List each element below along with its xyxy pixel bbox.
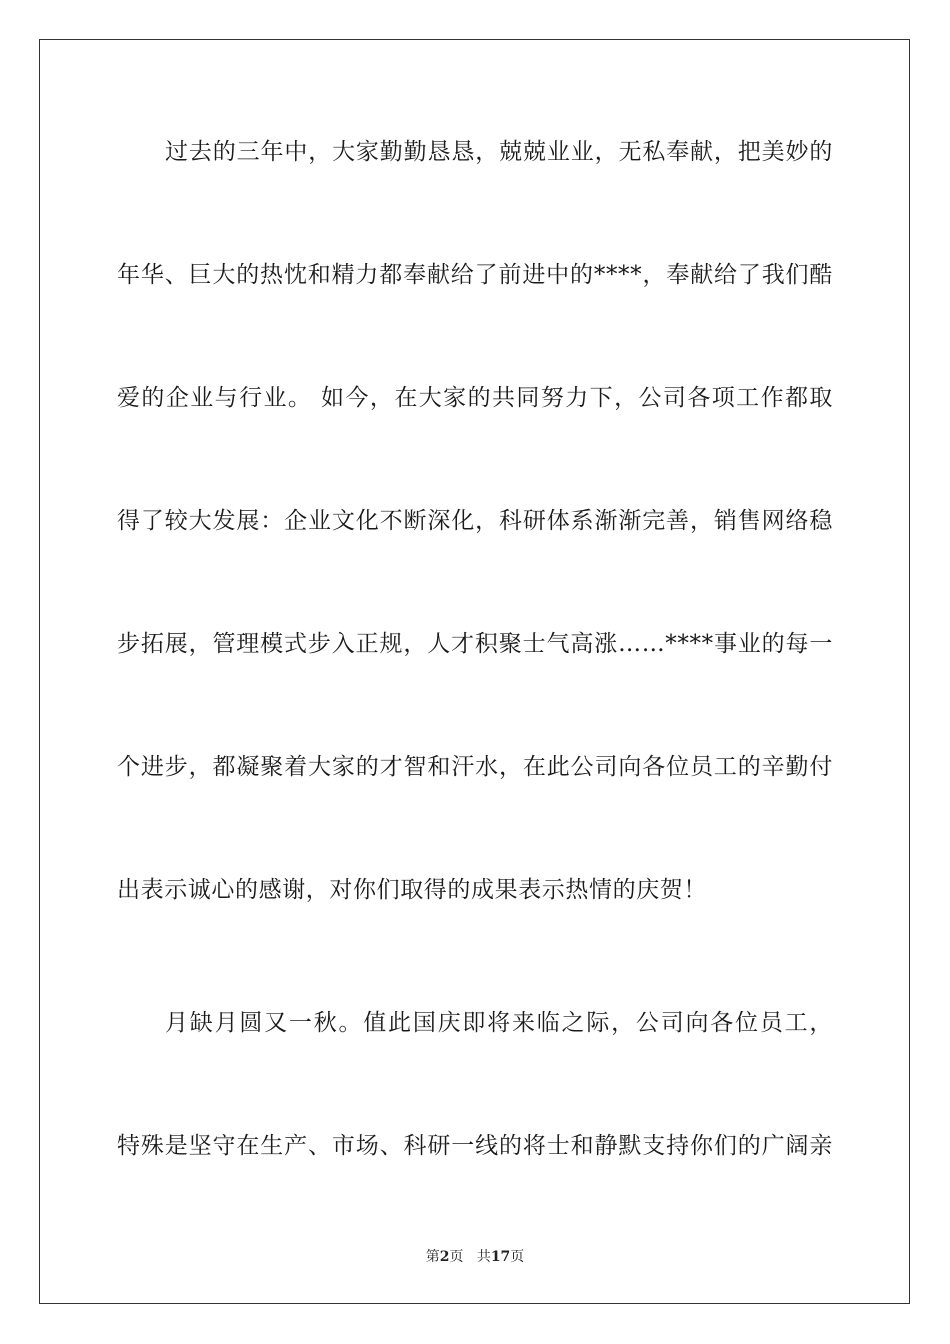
paragraph-1-line-3: 爱的企业与行业。 如今，在大家的共同努力下，公司各项工作都取 — [117, 385, 833, 411]
footer-total-prefix: 共 — [476, 1249, 491, 1265]
paragraph-1-line-7: 出表示诚心的感谢，对你们取得的成果表示热情的庆贺！ — [117, 877, 707, 903]
paragraph-1-line-1: 过去的三年中，大家勤勤恳恳，兢兢业业，无私奉献，把美妙的 — [165, 139, 833, 165]
footer-total-suffix: 页 — [510, 1249, 525, 1265]
page-footer — [0, 1248, 950, 1266]
footer-page-suffix: 页 — [449, 1249, 464, 1265]
footer-page-number: 2 — [439, 1249, 450, 1265]
paragraph-1-line-5: 步拓展，管理模式步入正规，人才积聚士气高涨……****事业的每一 — [117, 631, 833, 657]
paragraph-2-line-2: 特殊是坚守在生产、市场、科研一线的将士和静默支持你们的广阔亲 — [117, 1133, 833, 1159]
footer-total-pages: 17 — [490, 1249, 511, 1265]
paragraph-1-line-6: 个进步，都凝聚着大家的才智和汗水，在此公司向各位员工的辛勤付 — [117, 754, 833, 780]
paragraph-1-line-4: 得了较大发展：企业文化不断深化，科研体系渐渐完善，销售网络稳 — [117, 508, 833, 534]
paragraph-2-line-1: 月缺月圆又一秋。值此国庆即将来临之际，公司向各位员工， — [165, 1010, 833, 1036]
footer-prefix: 第 — [425, 1249, 440, 1265]
page-border — [39, 39, 910, 1304]
paragraph-1-line-2: 年华、巨大的热忱和精力都奉献给了前进中的****，奉献给了我们酷 — [117, 262, 833, 288]
